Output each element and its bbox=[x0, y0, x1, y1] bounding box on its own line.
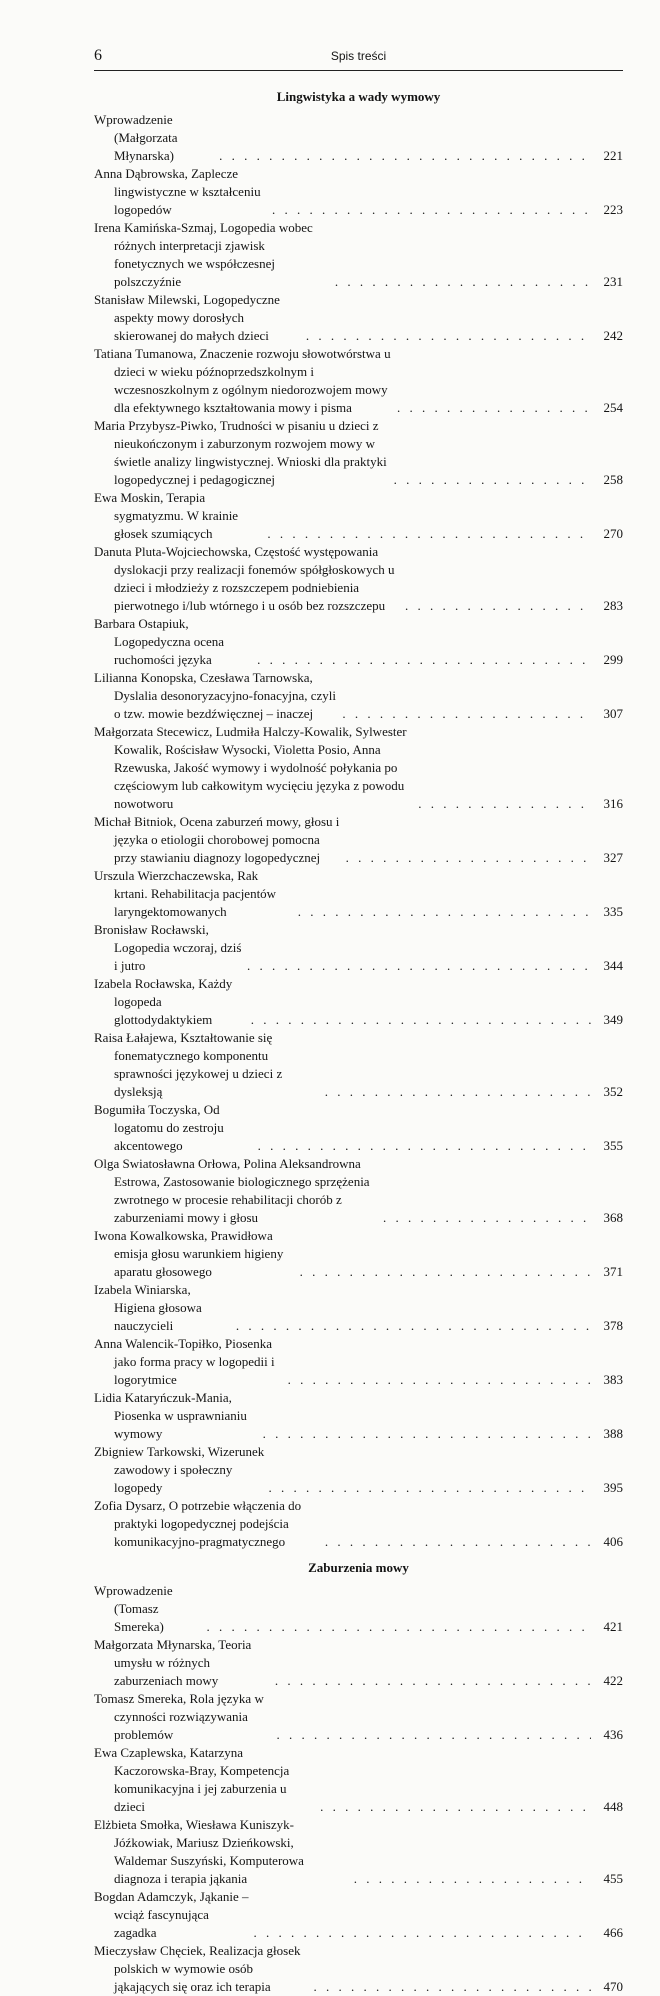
toc-entry-page: 378 bbox=[603, 1318, 623, 1333]
toc-entry[interactable] bbox=[94, 543, 623, 615]
toc-entry-title: Tomasz Smereka, Rola języka w czynności rozwiązywania problemów bbox=[94, 1691, 264, 1742]
toc-entry-title: Bronisław Rocławski, Logopedia wczoraj, dziś i jutro bbox=[94, 922, 242, 973]
toc-entry-title: Barbara Ostapiuk, Logopedyczna ocena ruchomości języka bbox=[94, 616, 225, 667]
toc-entry[interactable] bbox=[94, 1101, 623, 1155]
toc-entry-page: 316 bbox=[603, 796, 623, 811]
dot-leader bbox=[300, 1263, 591, 1281]
toc-entry-page: 242 bbox=[603, 328, 623, 343]
toc-entry[interactable] bbox=[94, 1389, 623, 1443]
toc-entry[interactable] bbox=[94, 1888, 623, 1942]
toc-entry-title: Anna Walencik-Topiłko, Piosenka jako forma pracy w logopedii i logorytmice bbox=[94, 1336, 275, 1387]
toc-entry-title: Danuta Pluta-Wojciechowska, Częstość występowania dyslokacji przy realizacji fonemów spółgłoskowych u dzieci i młodzieży z rozszczepem podniebienia pierwotnego i/lub wtórnego i u osób bez rozszczepu bbox=[94, 544, 395, 613]
toc-entry-title: Lidia Kataryńczuk-Mania, Piosenka w usprawnianiu wymowy bbox=[94, 1390, 247, 1441]
section-title: Lingwistyka a wady wymowy bbox=[276, 89, 441, 104]
dot-leader bbox=[313, 1978, 591, 1996]
toc-entry-page: 254 bbox=[603, 400, 623, 415]
dot-leader bbox=[288, 1371, 591, 1389]
toc-entry[interactable] bbox=[94, 1155, 623, 1227]
toc-entry-page: 221 bbox=[603, 148, 623, 163]
dot-leader bbox=[335, 273, 591, 291]
toc-entry-page: 327 bbox=[603, 850, 623, 865]
dot-leader bbox=[276, 1726, 591, 1744]
toc-entry[interactable] bbox=[94, 1497, 623, 1551]
toc-entry[interactable] bbox=[94, 1335, 623, 1389]
toc-entry-title: Zofia Dysarz, O potrzebie włączenia do praktyki logopedycznej podejścia komunikacyjno-pragmatycznego bbox=[94, 1498, 302, 1549]
toc-entry[interactable] bbox=[94, 921, 623, 975]
dot-leader bbox=[236, 1317, 591, 1335]
toc-entry-title: Izabela Rocławska, Każdy logopeda glottodydaktykiem bbox=[94, 976, 233, 1027]
table-of-contents bbox=[94, 88, 623, 1996]
toc-entry-page: 470 bbox=[603, 1979, 623, 1994]
toc-entry-page: 388 bbox=[603, 1426, 623, 1441]
toc-entry-title: Małgorzata Stecewicz, Ludmiła Halczy-Kowalik, Sylwester Kowalik, Rościsław Wysocki, Violetta Posio, Anna Rzewuska, Jakość wymowy i wydolność połykania po częściowym lub całkowitym wycięciu języka z powodu nowotworu bbox=[94, 724, 407, 811]
toc-entry[interactable] bbox=[94, 813, 623, 867]
dot-leader bbox=[268, 1479, 591, 1497]
toc-entry-title: Irena Kamińska-Szmaj, Logopedia wobec różnych interpretacji zjawisk fonetycznych we współczesnej polszczyźnie bbox=[94, 220, 313, 289]
toc-entry-page: 335 bbox=[603, 904, 623, 919]
section-title: Zaburzenia mowy bbox=[308, 1560, 409, 1575]
toc-entry-page: 406 bbox=[603, 1534, 623, 1549]
toc-entry[interactable] bbox=[94, 1443, 623, 1497]
running-title: Spis treści bbox=[330, 49, 387, 63]
dot-leader bbox=[219, 147, 591, 165]
toc-entry-title: Maria Przybysz-Piwko, Trudności w pisaniu u dzieci z nieukończonym i zaburzonym rozwojem mowy w świetle analizy lingwistycznej. Wnioski dla praktyki logopedycznej i pedagogicznej bbox=[94, 418, 387, 487]
toc-entry-page: 466 bbox=[603, 1925, 623, 1940]
toc-entry-title: Stanisław Milewski, Logopedyczne aspekty mowy dorosłych skierowanej do małych dzieci bbox=[94, 292, 280, 343]
dot-leader bbox=[354, 1870, 591, 1888]
toc-entry-page: 258 bbox=[603, 472, 623, 487]
toc-entry[interactable] bbox=[94, 1816, 623, 1888]
toc-entry-page: 455 bbox=[603, 1871, 623, 1886]
dot-leader bbox=[346, 849, 591, 867]
toc-entry-title: Ewa Moskin, Terapia sygmatyzmu. W krainie głosek szumiących bbox=[94, 490, 239, 541]
toc-entry[interactable] bbox=[94, 219, 623, 291]
toc-entry-page: 349 bbox=[603, 1012, 623, 1027]
dot-leader bbox=[342, 705, 591, 723]
header-rule bbox=[94, 70, 623, 71]
dot-leader bbox=[397, 399, 591, 417]
toc-entry-title: Tatiana Tumanowa, Znaczenie rozwoju słowotwórstwa u dzieci w wieku późnoprzedszkolnym i wczesnoszkolnym z ogólnym niedorozwojem mowy dla efektywnego kształtowania mowy i pisma bbox=[94, 346, 391, 415]
toc-entry-page: 421 bbox=[603, 1619, 623, 1634]
toc-entry-title: Olga Swiatosławna Orłowa, Polina Aleksandrowna Estrowa, Zastosowanie biologicznego sprzężenia zwrotnego w procesie rehabilitacji chorób z zaburzeniami mowy i głosu bbox=[94, 1156, 370, 1225]
dot-leader bbox=[263, 1425, 591, 1443]
toc-entry[interactable] bbox=[94, 291, 623, 345]
toc-entry-title: Iwona Kowalkowska, Prawidłowa emisja głosu warunkiem higieny aparatu głosowego bbox=[94, 1228, 284, 1279]
toc-entry-title: Bogumiła Toczyska, Od logatomu do zestroju akcentowego bbox=[94, 1102, 224, 1153]
dot-leader bbox=[272, 201, 591, 219]
toc-entry-page: 422 bbox=[603, 1673, 623, 1688]
toc-entry[interactable] bbox=[94, 1029, 623, 1101]
toc-entry-title: Mieczysław Chęciek, Realizacja głosek polskich w wymowie osób jąkających się oraz ich terapia bbox=[94, 1943, 301, 1994]
toc-entry[interactable] bbox=[94, 669, 623, 723]
toc-entry-title: Elżbieta Smołka, Wiesława Kuniszyk-Jóźkowiak, Mariusz Dzieńkowski, Waldemar Suszyński, Komputerowa diagnoza i terapia jąkania bbox=[94, 1817, 304, 1886]
toc-entry[interactable] bbox=[94, 1281, 623, 1335]
toc-entry-page: 223 bbox=[603, 202, 623, 217]
dot-leader bbox=[383, 1209, 591, 1227]
toc-entry[interactable] bbox=[94, 345, 623, 417]
toc-entry-page: 231 bbox=[603, 274, 623, 289]
dot-leader bbox=[257, 651, 591, 669]
toc-entry[interactable] bbox=[94, 723, 623, 813]
toc-entry[interactable] bbox=[94, 165, 623, 219]
dot-leader bbox=[251, 1011, 591, 1029]
toc-entry[interactable] bbox=[94, 111, 623, 165]
toc-entry[interactable] bbox=[94, 1744, 623, 1816]
dot-leader bbox=[267, 525, 591, 543]
toc-entry-title: Wprowadzenie (Małgorzata Młynarska) bbox=[94, 112, 178, 163]
toc-entry-page: 368 bbox=[603, 1210, 623, 1225]
toc-entry[interactable] bbox=[94, 1227, 623, 1281]
toc-entry-title: Wprowadzenie (Tomasz Smereka) bbox=[94, 1583, 173, 1634]
toc-entry[interactable] bbox=[94, 489, 623, 543]
toc-entry[interactable] bbox=[94, 615, 623, 669]
toc-entry-title: Michał Bitniok, Ocena zaburzeń mowy, głosu i języka o etiologii chorobowej pomocna przy stawianiu diagnozy logopedycznej bbox=[94, 814, 340, 865]
dot-leader bbox=[325, 1083, 591, 1101]
toc-entry[interactable] bbox=[94, 975, 623, 1029]
toc-entry-title: Małgorzata Młynarska, Teoria umysłu w różnych zaburzeniach mowy bbox=[94, 1637, 252, 1688]
dot-leader bbox=[325, 1533, 591, 1551]
toc-entry-page: 436 bbox=[603, 1727, 623, 1742]
toc-entry-page: 270 bbox=[603, 526, 623, 541]
toc-entry-page: 355 bbox=[603, 1138, 623, 1153]
dot-leader bbox=[405, 597, 591, 615]
toc-entry-title: Lilianna Konopska, Czesława Tarnowska, Dyslalia desonoryzacyjno-fonacyjna, czyli o tzw. mowie bezdźwięcznej – inaczej bbox=[94, 670, 336, 721]
toc-entry-title: Raisa Łałajewa, Kształtowanie się fonematycznego komponentu sprawności językowej u dzieci z dysleksją bbox=[94, 1030, 283, 1099]
dot-leader bbox=[306, 327, 591, 345]
toc-entry-page: 344 bbox=[603, 958, 623, 973]
toc-entry-page: 283 bbox=[603, 598, 623, 613]
page-number: 6 bbox=[94, 47, 102, 64]
dot-leader bbox=[418, 795, 591, 813]
dot-leader bbox=[247, 957, 591, 975]
toc-entry[interactable] bbox=[94, 867, 623, 921]
toc-entry-title: Urszula Wierzchaczewska, Rak krtani. Rehabilitacja pacjentów laryngektomowanych bbox=[94, 868, 277, 919]
dot-leader bbox=[275, 1672, 591, 1690]
toc-entry-title: Izabela Winiarska, Higiena głosowa nauczycieli bbox=[94, 1282, 202, 1333]
toc-entry-title: Ewa Czaplewska, Katarzyna Kaczorowska-Bray, Kompetencja komunikacyjna i jej zaburzenia u dzieci bbox=[94, 1745, 290, 1814]
toc-entry[interactable] bbox=[94, 1942, 623, 1996]
toc-entry-page: 383 bbox=[603, 1372, 623, 1387]
toc-entry-page: 395 bbox=[603, 1480, 623, 1495]
dot-leader bbox=[206, 1618, 591, 1636]
toc-entry-title: Anna Dąbrowska, Zaplecze lingwistyczne w kształceniu logopedów bbox=[94, 166, 261, 217]
dot-leader bbox=[394, 471, 591, 489]
toc-entry[interactable] bbox=[94, 1690, 623, 1744]
dot-leader bbox=[254, 1924, 592, 1942]
dot-leader bbox=[258, 1137, 591, 1155]
toc-entry-page: 352 bbox=[603, 1084, 623, 1099]
toc-entry-page: 448 bbox=[603, 1799, 623, 1814]
dot-leader bbox=[320, 1798, 591, 1816]
toc-entry-page: 307 bbox=[603, 706, 623, 721]
toc-entry[interactable] bbox=[94, 1636, 623, 1690]
toc-entry-title: Zbigniew Tarkowski, Wizerunek zawodowy i społeczny logopedy bbox=[94, 1444, 265, 1495]
toc-entry-page: 371 bbox=[603, 1264, 623, 1279]
toc-entry[interactable] bbox=[94, 1582, 623, 1636]
toc-entry[interactable] bbox=[94, 417, 623, 489]
toc-entry-page: 299 bbox=[603, 652, 623, 667]
dot-leader bbox=[298, 903, 591, 921]
toc-entry-title: Bogdan Adamczyk, Jąkanie – wciąż fascynująca zagadka bbox=[94, 1889, 249, 1940]
